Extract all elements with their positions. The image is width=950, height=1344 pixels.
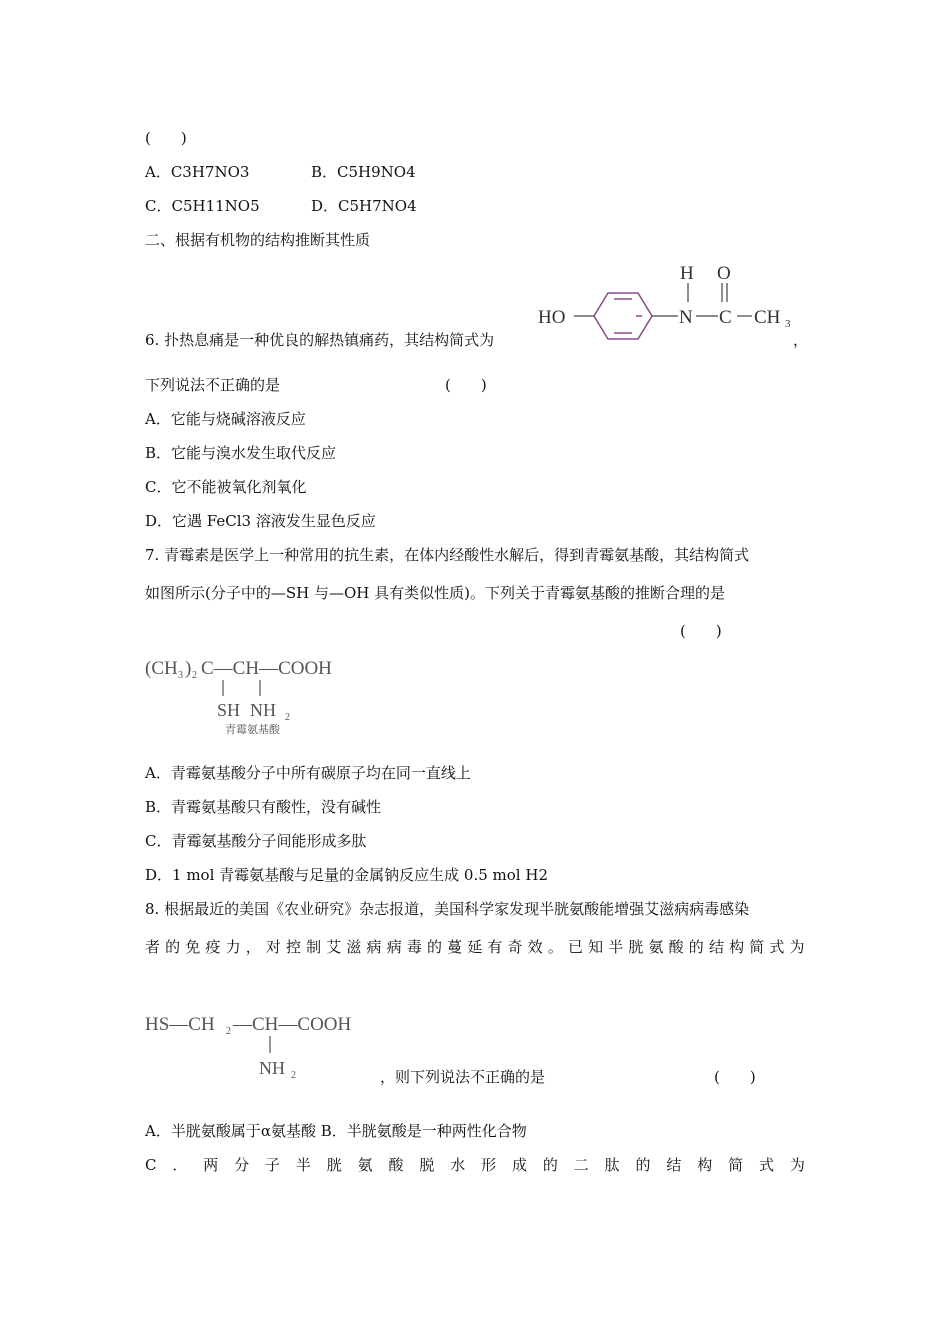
text-char: 胱 [628, 938, 644, 956]
ch2-subscript: 2 [226, 1026, 231, 1037]
text-char: 艾 [326, 938, 342, 956]
text-char: 氨 [648, 938, 664, 956]
text-char: 简 [728, 1156, 744, 1174]
text-char: 胱 [326, 1156, 342, 1174]
nh2-subscript: 2 [285, 712, 290, 723]
q6-comma: ， [793, 331, 809, 349]
text-char: 的 [542, 1156, 558, 1174]
q8-line-2 [145, 937, 805, 957]
text-char: 病 [366, 938, 382, 956]
text-char: 制 [306, 938, 322, 956]
text-char: 控 [285, 938, 301, 956]
q7-paren: ( ) [680, 622, 722, 640]
text-char: 氨 [357, 1156, 373, 1174]
hs-ch2-group: HS—CH [145, 1014, 215, 1035]
ch-label: CH [754, 307, 781, 328]
text-char: ． [172, 1156, 188, 1174]
penicillamine-structure [145, 652, 385, 742]
text-char: 的 [635, 1156, 651, 1174]
text-char: 半 [608, 938, 624, 956]
q6-option-a: A．它能与烧碱溶液反应 [145, 410, 306, 428]
ch-subscript: 3 [785, 318, 791, 330]
q8-options-ab: A．半胱氨酸属于α氨基酸 B．半胱氨酸是一种两性化合物 [145, 1122, 527, 1140]
text-char: 为 [789, 1156, 805, 1174]
backbone-chain: C—CH—COOH [201, 658, 332, 679]
q7-option-c: C．青霉氨基酸分子间能形成多肽 [145, 832, 367, 850]
q6-stem-2: 下列说法不正确的是 [145, 376, 281, 394]
ch3-group: (CH [145, 658, 178, 679]
h-label: H [680, 263, 694, 284]
q6-paren: ( ) [445, 376, 487, 394]
text-char: 知 [588, 938, 604, 956]
q5-option-c: C．C5H11NO5 [145, 197, 260, 215]
text-char: 为 [789, 938, 805, 956]
text-char: 两 [203, 1156, 219, 1174]
q8-line-1: 8. 根据最近的美国《农业研究》杂志报道，美国科学家发现半胱氨酸能增强艾滋病病毒感染 [145, 900, 750, 918]
text-char: 酸 [668, 938, 684, 956]
q7-option-a: A．青霉氨基酸分子中所有碳原子均在同一直线上 [145, 764, 471, 782]
text-char: 毒 [406, 938, 422, 956]
q7-line-1: 7. 青霉素是医学上一种常用的抗生素，在体内经酸性水解后，得到青霉氨基酸，其结构简式 [145, 546, 750, 564]
paren-subscript: 2 [192, 670, 197, 681]
text-char: 式 [758, 1156, 774, 1174]
structure-caption: 青霉氨基酸 [225, 724, 280, 736]
text-char: 。 [547, 938, 563, 956]
nh2-group: NH [250, 700, 276, 720]
q6-stem: 6. 扑热息痛是一种优良的解热镇痛药，其结构简式为 [145, 331, 495, 349]
text-char: 成 [511, 1156, 527, 1174]
text-char: 延 [467, 938, 483, 956]
sh-group: SH [217, 700, 241, 720]
c-label: C [719, 307, 732, 328]
section-heading: 二、根据有机物的结构推断其性质 [145, 231, 371, 249]
q5-paren: ( ) [145, 129, 187, 147]
q5-option-a: A．C3H7NO3 [145, 163, 250, 181]
nh2-subscript: 2 [291, 1070, 296, 1081]
text-char: 分 [234, 1156, 250, 1174]
q7-option-b: B．青霉氨基酸只有酸性，没有碱性 [145, 798, 382, 816]
paracetamol-structure [536, 258, 796, 343]
text-char: 奇 [507, 938, 523, 956]
text-char: 者 [145, 938, 161, 956]
text-char: 酸 [388, 1156, 404, 1174]
ch3-subscript: 3 [178, 670, 183, 681]
text-char: 对 [265, 938, 281, 956]
backbone-chain: —CH—COOH [233, 1014, 352, 1035]
paren-close: ) [185, 658, 192, 679]
q6-option-b: B．它能与溴水发生取代反应 [145, 444, 337, 462]
text-char: C [145, 1156, 157, 1174]
text-char: 已 [567, 938, 583, 956]
text-char: 免 [185, 938, 201, 956]
cysteine-structure [145, 1008, 385, 1083]
text-char: 效 [527, 938, 543, 956]
ho-label: HO [538, 307, 566, 328]
q5-option-d: D．C5H7NO4 [311, 197, 417, 215]
text-char: 式 [769, 938, 785, 956]
text-char: 构 [729, 938, 745, 956]
q5-option-b: B．C5H9NO4 [311, 163, 416, 181]
text-char: 二 [573, 1156, 589, 1174]
text-char: 的 [426, 938, 442, 956]
text-char: 构 [697, 1156, 713, 1174]
text-char: 的 [688, 938, 704, 956]
text-char: 力 [225, 938, 241, 956]
text-char: 水 [450, 1156, 466, 1174]
text-char: 的 [165, 938, 181, 956]
text-char: 简 [749, 938, 765, 956]
q6-option-c: C．它不能被氧化剂氧化 [145, 478, 307, 496]
text-char: 滋 [346, 938, 362, 956]
text-char: 疫 [205, 938, 221, 956]
text-char: 形 [481, 1156, 497, 1174]
text-char: 结 [708, 938, 724, 956]
q8-paren: ( ) [714, 1068, 756, 1086]
q7-line-2: 如图所示(分子中的—SH 与—OH 具有类似性质)。下列关于青霉氨基酸的推断合理的是 [145, 584, 725, 602]
q8-option-c [145, 1155, 805, 1175]
q6-option-d: D．它遇 FeCl3 溶液发生显色反应 [145, 512, 376, 530]
q7-option-d: D．1 mol 青霉氨基酸与足量的金属钠反应生成 0.5 mol H2 [145, 866, 548, 884]
text-char: 病 [386, 938, 402, 956]
text-char: 肽 [604, 1156, 620, 1174]
text-char: 结 [666, 1156, 682, 1174]
text-char: 有 [487, 938, 503, 956]
text-char: ， [245, 938, 261, 956]
text-char: 半 [295, 1156, 311, 1174]
q8-stem-tail: ，则下列说法不正确的是 [380, 1068, 546, 1086]
o-label: O [717, 263, 731, 284]
n-label: N [679, 307, 693, 328]
text-char: 脱 [419, 1156, 435, 1174]
nh2-group: NH [259, 1058, 285, 1078]
text-char: 子 [264, 1156, 280, 1174]
text-char: 蔓 [447, 938, 463, 956]
